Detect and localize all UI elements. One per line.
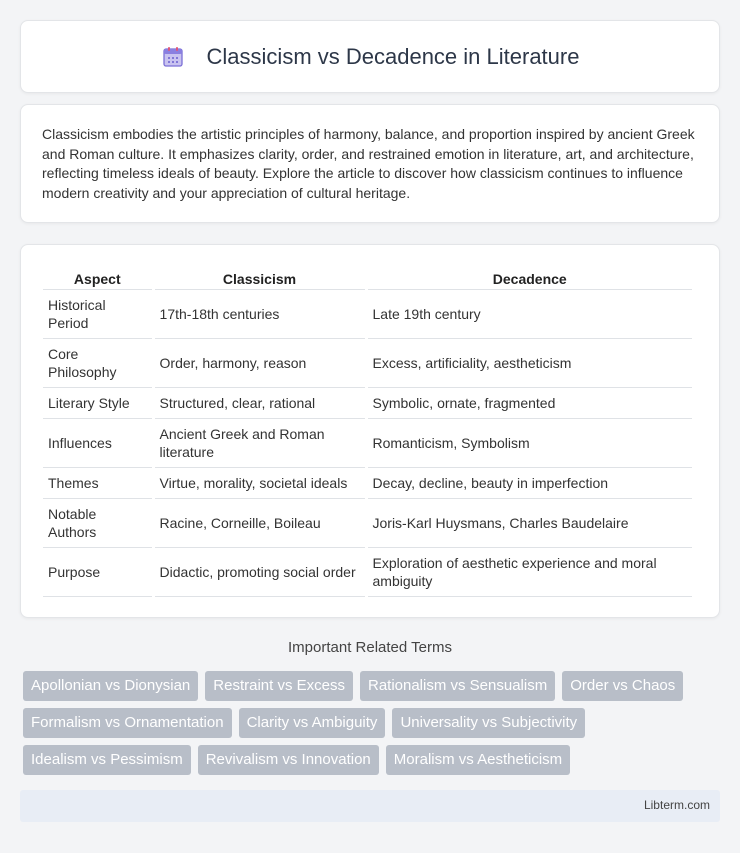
footer [20, 790, 720, 822]
related-term-tag[interactable]: Moralism vs Aestheticism [386, 745, 570, 775]
cell-classicism: Structured, clear, rational [155, 388, 365, 419]
table-row [43, 290, 692, 339]
cell-classicism: Ancient Greek and Roman literature [155, 419, 365, 468]
calendar-icon [161, 45, 185, 69]
cell-classicism: Virtue, morality, societal ideals [155, 468, 365, 499]
cell-aspect: Influences [43, 419, 152, 468]
header-decadence: Decadence [368, 265, 693, 290]
related-term-tag[interactable]: Clarity vs Ambiguity [239, 708, 386, 738]
footer-site-name[interactable]: Libterm.com [643, 798, 710, 812]
cell-aspect: Historical Period [43, 290, 152, 339]
table-row [43, 468, 692, 499]
related-terms [23, 671, 723, 782]
intro-card [20, 104, 720, 223]
tag-row [23, 745, 723, 775]
cell-aspect: Themes [43, 468, 152, 499]
cell-classicism: Order, harmony, reason [155, 339, 365, 388]
cell-aspect: Purpose [43, 548, 152, 597]
table-row [43, 499, 692, 548]
header-card [20, 20, 720, 93]
header-classicism: Classicism [155, 265, 365, 290]
comparison-card [20, 244, 720, 618]
cell-classicism: Didactic, promoting social order [155, 548, 365, 597]
table-row [43, 548, 692, 597]
header-aspect: Aspect [43, 265, 152, 290]
cell-classicism: Racine, Corneille, Boileau [155, 499, 365, 548]
comparison-table [40, 265, 695, 597]
cell-decadence: Decay, decline, beauty in imperfection [368, 468, 693, 499]
related-term-tag[interactable]: Formalism vs Ornamentation [23, 708, 232, 738]
cell-decadence: Exploration of aesthetic experience and moral ambiguity [368, 548, 693, 597]
cell-classicism: 17th-18th centuries [155, 290, 365, 339]
table-header-row [43, 265, 692, 290]
table-row [43, 419, 692, 468]
related-term-tag[interactable]: Universality vs Subjectivity [392, 708, 585, 738]
related-term-tag[interactable]: Idealism vs Pessimism [23, 745, 191, 775]
related-term-tag[interactable]: Apollonian vs Dionysian [23, 671, 198, 701]
cell-aspect: Notable Authors [43, 499, 152, 548]
intro-text: Classicism embodies the artistic principles of harmony, balance, and proportion inspired by ancient Greek and Roman culture. It emphasizes clarity, order, and restrained emotion in literature, art, and architecture, reflecting timeless ideals of beauty. Explore the article to discover how classicism continues to influence modern creativity and your appreciation of cultural heritage. [42, 126, 695, 201]
cell-aspect: Literary Style [43, 388, 152, 419]
cell-decadence: Symbolic, ornate, fragmented [368, 388, 693, 419]
tag-row [23, 671, 723, 701]
table-row [43, 339, 692, 388]
table-row [43, 388, 692, 419]
related-term-tag[interactable]: Revivalism vs Innovation [198, 745, 379, 775]
cell-decadence: Late 19th century [368, 290, 693, 339]
cell-decadence: Romanticism, Symbolism [368, 419, 693, 468]
cell-decadence: Excess, artificiality, aestheticism [368, 339, 693, 388]
related-term-tag[interactable]: Restraint vs Excess [205, 671, 353, 701]
related-term-tag[interactable]: Rationalism vs Sensualism [360, 671, 555, 701]
cell-aspect: Core Philosophy [43, 339, 152, 388]
related-term-tag[interactable]: Order vs Chaos [562, 671, 683, 701]
related-terms-title: Important Related Terms [288, 639, 452, 656]
cell-decadence: Joris-Karl Huysmans, Charles Baudelaire [368, 499, 693, 548]
tag-row [23, 708, 723, 738]
page-title: Classicism vs Decadence in Literature [206, 43, 580, 69]
